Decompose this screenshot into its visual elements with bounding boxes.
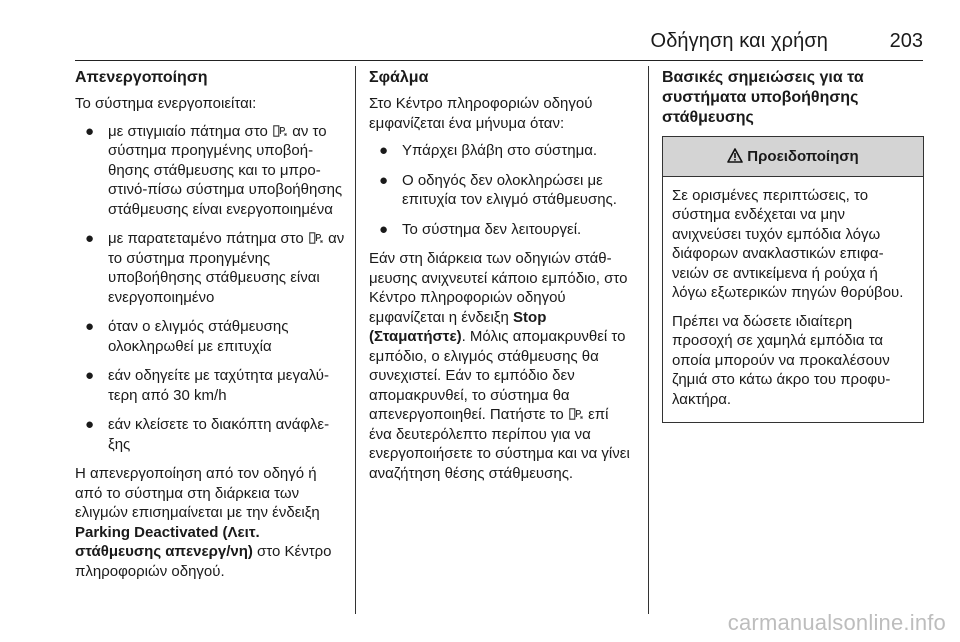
bullet-icon: ● <box>85 122 95 140</box>
fault-heading: Σφάλμα <box>369 69 429 86</box>
warning-paragraph-1: Σε ορισμένες περιπτώσεις, το σύστημα ενδέχεται να μην ανιχνεύσει τυχόν εμπόδια λόγω διάφορων ανακλαστικών επιφανειών σε αντικείμενα ή ρούχα ή λόγω εξωτερικών πηγών θορύβου. <box>672 186 904 301</box>
column-divider-2 <box>648 66 649 614</box>
list-item: ● Το σύστημα δεν λειτουργεί. <box>379 220 582 238</box>
list-item: ● εάν οδηγείτε με ταχύτητα μεγαλύτερη από 30 km/h <box>85 367 329 404</box>
bullet-icon: ● <box>85 416 95 433</box>
watermark: carmanualsonline.info <box>727 610 946 635</box>
column-basic-notes <box>662 68 924 423</box>
parking-assist-icon <box>569 408 583 420</box>
column-divider-1 <box>355 66 356 614</box>
bullet-icon: ● <box>85 318 95 335</box>
stop-message: Stop (Σταματήστε) <box>369 308 547 345</box>
column-fault <box>369 68 635 491</box>
warning-box <box>662 136 924 423</box>
bullet-icon: ● <box>85 230 95 247</box>
fault-paragraph: Εάν στη διάρκεια των οδηγιών στάθμευσης ανιχνευτεί κάποιο εμπόδιο, στο Κέντρο πληροφοριών οδηγού εμφανίζεται η ένδειξη Stop (Σταματήστε). Μόλις απομακρυνθεί το εμπόδιο, ο ελιγμός στάθμευσης θα συνεχιστεί. Εάν το εμπόδιο δεν απομακρυνθεί, το σύστημα θα απενεργοποιηθεί. Πατήστε το επί ένα δευτερόλεπτο περίπου για να ενεργοποιήσετε το σύστημα και να γίνει αναζήτηση θέσης στάθμευσης. <box>369 250 630 482</box>
fault-list <box>369 141 635 239</box>
list-item: ● Ο οδηγός δεν ολοκληρώσει με επιτυχία τον ελιγμό στάθμευσης. <box>379 171 617 208</box>
page-header <box>75 16 923 62</box>
section-title: Οδήγηση και χρήση <box>650 30 828 52</box>
bullet-icon: ● <box>379 171 389 189</box>
basic-notes-heading: Βασικές σημειώσεις για τα συστήματα υποβοήθησης στάθμευσης <box>662 69 864 126</box>
header-rule <box>75 60 923 61</box>
warning-header <box>663 137 923 177</box>
fault-intro: Στο Κέντρο πληροφοριών οδηγού εμφανίζεται ένα μήνυμα όταν: <box>369 95 593 132</box>
deactivation-heading: Απενεργοποίηση <box>75 69 208 86</box>
list-item: ● με παρατεταμένο πάτημα στο αν το σύστημα προηγμένης υποβοήθησης στάθμευσης είναι ενεργοποιημένο <box>85 230 345 306</box>
list-item: ● με στιγμιαίο πάτημα στο αν το σύστημα προηγμένης υποβοήθησης στάθμευσης και το μπροστινό-πίσω σύστημα υποβοήθησης στάθμευσης είναι ενεργοποιημένα <box>85 122 343 218</box>
warning-title: Προειδοποίηση <box>747 148 859 165</box>
bullet-icon: ● <box>85 367 95 384</box>
warning-triangle-icon <box>727 148 743 163</box>
parking-assist-icon <box>273 125 287 137</box>
bullet-icon: ● <box>379 142 389 159</box>
bullet-icon: ● <box>379 220 389 238</box>
warning-body <box>663 177 923 423</box>
deactivated-message: Parking Deactivated (Λειτ. στάθμευσης απενεργ/νη) <box>75 523 260 560</box>
list-item: ● Υπάρχει βλάβη στο σύστημα. <box>379 142 598 159</box>
list-item: ● εάν κλείσετε το διακόπτη ανάφλεξης <box>85 416 330 453</box>
parking-assist-icon <box>309 232 323 244</box>
warning-paragraph-2: Πρέπει να δώσετε ιδιαίτερη προσοχή σε χαμηλά εμπόδια τα οποία μπορούν να προκαλέσουν ζημιά στο κάτω άκρο του προφυλακτήρα. <box>672 312 891 408</box>
deactivation-list <box>75 122 345 455</box>
deactivation-paragraph: Η απενεργοποίηση από τον οδηγό ή από το σύστημα στη διάρκεια των ελιγμών επισημαίνεται με την ένδειξη Parking Deactivated (Λειτ. στάθμευσης απενεργ/νη) στο Κέντρο πληροφοριών οδηγού. <box>75 465 332 580</box>
page-number: 203 <box>889 30 923 52</box>
column-deactivation <box>75 68 345 589</box>
deactivation-intro: Το σύστημα ενεργοποιείται: <box>75 95 257 112</box>
list-item: ● όταν ο ελιγμός στάθμευσης ολοκληρωθεί με επιτυχία <box>85 318 289 355</box>
